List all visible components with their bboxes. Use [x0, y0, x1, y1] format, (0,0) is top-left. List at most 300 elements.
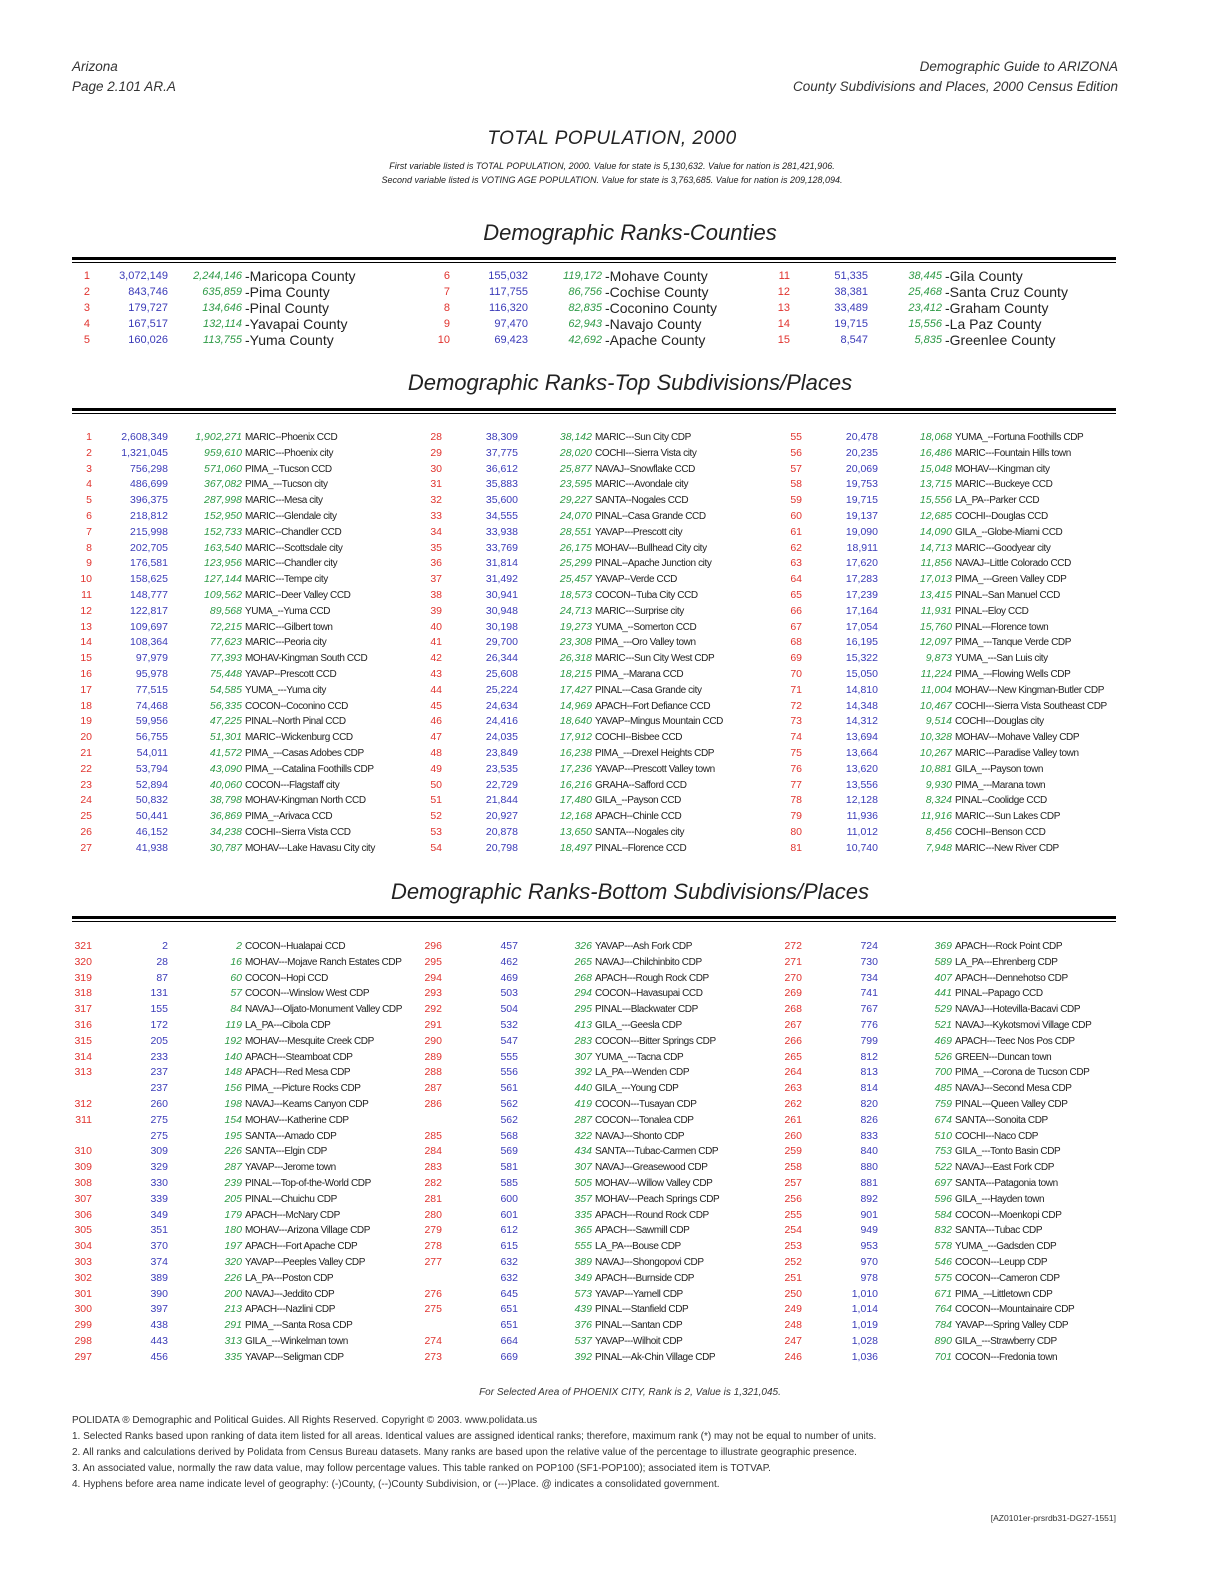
- area-name: YAVAP---Prescott Valley town: [595, 763, 715, 775]
- rank: 57: [790, 462, 802, 475]
- footer-note-3: 3. An associated value, normally the raw data value, may follow percentage values. This table ranked on POP100 (SF1-POP100); associated item is TOTVAP.: [72, 1463, 771, 1474]
- population-value: 33,489: [834, 302, 868, 314]
- county-row: [432, 284, 772, 300]
- area-name: COCON---Cameron CDP: [955, 1272, 1060, 1284]
- rank: 272: [784, 940, 802, 952]
- voting-age-value: 154: [224, 1113, 242, 1126]
- population-value: 756,298: [130, 462, 168, 475]
- rank: 317: [74, 1003, 92, 1016]
- voting-age-value: 25,468: [908, 286, 942, 298]
- area-name: SANTA---Patagonia town: [955, 1177, 1058, 1189]
- rank-row: [782, 651, 1122, 667]
- area-name: YUMA_---San Luis city: [955, 653, 1048, 665]
- area-name: MOHAV---Arizona Village CDP: [245, 1225, 370, 1237]
- rank: 15: [80, 652, 92, 665]
- rank: 247: [784, 1334, 802, 1347]
- rank-row: [72, 572, 422, 588]
- rank-row: [782, 1302, 1122, 1318]
- rank-row: [72, 620, 422, 636]
- voting-age-value: 25,877: [559, 462, 592, 475]
- rank: 298: [74, 1334, 92, 1347]
- area-name: -Apache County: [605, 332, 706, 348]
- population-value: 556: [500, 1066, 518, 1079]
- rank-row: [72, 1271, 422, 1287]
- rank-row: [72, 825, 422, 841]
- population-value: 97,470: [494, 318, 528, 330]
- population-value: 309: [150, 1145, 168, 1158]
- voting-age-value: 163,540: [204, 541, 242, 554]
- rank-row: [782, 1034, 1122, 1050]
- voting-age-value: 392: [574, 1066, 592, 1079]
- population-value: 13,694: [845, 731, 878, 744]
- area-name: GILA_--Globe-Miami CCD: [955, 526, 1063, 538]
- rank: 22: [80, 762, 92, 775]
- rank: 12: [80, 604, 92, 617]
- rank: 295: [424, 955, 442, 968]
- area-name: -Greenlee County: [945, 332, 1056, 348]
- rank: 25: [80, 810, 92, 823]
- voting-age-value: 2,244,146: [193, 270, 242, 282]
- rank: 1: [86, 431, 92, 443]
- area-name: COCON---Bitter Springs CDP: [595, 1035, 716, 1047]
- population-value: 532: [500, 1018, 518, 1031]
- voting-age-value: 36,869: [209, 810, 242, 823]
- area-name: APACH---Rock Point CDP: [955, 941, 1063, 952]
- voting-age-value: 226: [224, 1145, 242, 1158]
- population-value: 1,010: [851, 1287, 878, 1300]
- area-name: PINAL---Blackwater CDP: [595, 1004, 698, 1016]
- area-name: GILA_--Payson CCD: [595, 795, 682, 807]
- rank: 60: [790, 509, 802, 522]
- population-value: 664: [500, 1334, 518, 1347]
- rank: 35: [430, 541, 442, 554]
- rank-row: [782, 841, 1122, 857]
- rank-row: [422, 1129, 772, 1145]
- area-name: PINAL---Top-of-the-World CDP: [245, 1177, 371, 1189]
- voting-age-value: 72,215: [209, 620, 242, 633]
- rank: 267: [784, 1018, 802, 1031]
- population-value: 202,705: [130, 541, 168, 554]
- population-value: 632: [500, 1255, 518, 1268]
- voting-age-value: 1,902,271: [195, 431, 242, 443]
- population-value: 176,581: [130, 557, 168, 570]
- area-name: APACH---Red Mesa CDP: [245, 1067, 351, 1079]
- population-value: 26,344: [485, 652, 518, 665]
- area-name: APACH---Dennehotso CDP: [955, 972, 1068, 984]
- voting-age-value: 439: [574, 1303, 592, 1316]
- rank: 313: [74, 1066, 92, 1079]
- voting-age-value: 24,070: [559, 509, 592, 522]
- area-name: YUMA_--Yuma CCD: [245, 605, 331, 617]
- area-name: YAVAP---Wilhoit CDP: [595, 1335, 683, 1347]
- voting-age-value: 522: [934, 1161, 952, 1174]
- voting-age-value: 23,308: [559, 636, 592, 649]
- population-value: 20,478: [845, 431, 878, 443]
- population-value: 840: [860, 1145, 878, 1158]
- area-name: MOHAV-Kingman South CCD: [245, 653, 368, 665]
- county-row: [772, 300, 1112, 316]
- area-name: SANTA---Amado CDP: [245, 1130, 337, 1142]
- rank-row: [782, 462, 1122, 478]
- area-name: YAVAP---Yarnell CDP: [595, 1288, 683, 1300]
- area-name: YAVAP---Jerome town: [245, 1162, 336, 1174]
- voting-age-value: 148: [224, 1066, 242, 1079]
- voting-age-value: 578: [934, 1240, 952, 1253]
- rank: 20: [80, 731, 92, 744]
- population-value: 23,535: [485, 762, 518, 775]
- population-value: 370: [150, 1240, 168, 1253]
- rank: 293: [424, 987, 442, 1000]
- population-value: 949: [860, 1224, 878, 1237]
- voting-age-value: 127,144: [204, 573, 242, 586]
- area-name: SANTA---Elgin CDP: [245, 1146, 327, 1158]
- population-value: 632: [500, 1271, 518, 1284]
- area-name: APACH---McNary CDP: [245, 1209, 340, 1221]
- variable-note-1: First variable listed is TOTAL POPULATION, 2000. Value for state is 5,130,632. Value for nation is 281,421,906.: [389, 161, 835, 171]
- rank-row: [422, 588, 772, 604]
- area-name: LA_PA---Wenden CDP: [595, 1067, 690, 1079]
- area-name: YUMA_---Tacna CDP: [595, 1051, 684, 1063]
- rank-row: [422, 1255, 772, 1271]
- county-row: [72, 300, 412, 316]
- voting-age-value: 753: [934, 1145, 952, 1158]
- population-value: 486,699: [130, 478, 168, 491]
- voting-age-value: 10,467: [919, 699, 952, 712]
- rank: 13: [80, 620, 92, 633]
- population-value: 37,775: [485, 446, 518, 459]
- voting-age-value: 505: [574, 1176, 592, 1189]
- voting-age-value: 18,215: [559, 667, 592, 680]
- rank-row: [422, 809, 772, 825]
- rank-row: [72, 430, 422, 446]
- rank: 70: [790, 667, 802, 680]
- rank: 3: [83, 302, 90, 314]
- voting-age-value: 12,097: [919, 636, 952, 649]
- voting-age-value: 546: [934, 1255, 952, 1268]
- rank-row: [422, 1287, 772, 1303]
- rank: 301: [74, 1287, 92, 1300]
- rank-row: [422, 793, 772, 809]
- voting-age-value: 335: [224, 1350, 242, 1363]
- area-name: COCHI--Sierra Vista CCD: [245, 826, 351, 838]
- area-name: GILA_---Geesla CDP: [595, 1019, 682, 1031]
- voting-age-value: 11,224: [920, 667, 952, 680]
- area-name: MARIC---Sun Lakes CDP: [955, 811, 1060, 823]
- rank: 249: [784, 1303, 802, 1316]
- rank-row: [782, 541, 1122, 557]
- voting-age-value: 16,216: [559, 778, 592, 791]
- voting-age-value: 14,969: [559, 699, 592, 712]
- rank: 59: [790, 494, 802, 507]
- rank: 40: [430, 620, 442, 633]
- area-name: PIMA_--Marana CCD: [595, 668, 684, 680]
- area-name: NAVAJ---Kykotsmovi Village CDP: [955, 1019, 1092, 1031]
- population-value: 456: [150, 1350, 168, 1363]
- rank-row: [782, 572, 1122, 588]
- rank: 47: [430, 731, 442, 744]
- area-name: COCON---Tonalea CDP: [595, 1114, 694, 1126]
- voting-age-value: 213: [224, 1303, 242, 1316]
- voting-age-value: 152,950: [204, 509, 242, 522]
- area-name: PIMA_--Tucson CCD: [245, 463, 332, 475]
- rank-row: [782, 1239, 1122, 1255]
- voting-age-value: 152,733: [204, 525, 242, 538]
- rank-row: [422, 730, 772, 746]
- rank: 29: [430, 446, 442, 459]
- voting-age-value: 555: [574, 1240, 592, 1253]
- population-value: 741: [860, 987, 878, 1000]
- rank: 260: [784, 1129, 802, 1142]
- area-name: MOHAV---Kingman city: [955, 463, 1050, 475]
- area-name: NAVAJ---Shonto CDP: [595, 1130, 685, 1142]
- voting-age-value: 389: [574, 1255, 592, 1268]
- population-value: 329: [150, 1161, 168, 1174]
- area-name: PIMA_---Casas Adobes CDP: [245, 747, 364, 759]
- voting-age-value: 25,457: [559, 573, 592, 586]
- rank: 297: [74, 1350, 92, 1363]
- area-name: -Maricopa County: [245, 268, 356, 284]
- rank-row: [72, 809, 422, 825]
- area-name: GILA_---Strawberry CDP: [955, 1335, 1057, 1347]
- bottom-section-title: Demographic Ranks-Bottom Subdivisions/Places: [390, 879, 870, 904]
- area-name: COCON--Havasupai CCD: [595, 988, 703, 1000]
- population-value: 16,195: [845, 636, 878, 649]
- county-row: [432, 332, 772, 348]
- voting-age-value: 132,114: [203, 318, 242, 330]
- rank-row: [72, 1129, 422, 1145]
- population-value: 260: [150, 1097, 168, 1110]
- area-name: COCHI---Sierra Vista city: [595, 447, 697, 459]
- rank: 258: [784, 1161, 802, 1174]
- rank: 312: [74, 1097, 92, 1110]
- area-name: MOHAV---New Kingman-Butler CDP: [955, 684, 1104, 696]
- area-name: SANTA---Nogales city: [595, 826, 685, 838]
- population-value: 233: [150, 1050, 168, 1063]
- rank: 311: [75, 1113, 92, 1126]
- rank: 304: [74, 1240, 92, 1253]
- population-value: 581: [500, 1161, 518, 1174]
- population-value: 585: [500, 1176, 518, 1189]
- population-value: 25,608: [485, 667, 518, 680]
- voting-age-value: 30,787: [209, 841, 242, 854]
- rank: 50: [430, 778, 442, 791]
- rank: 318: [74, 987, 92, 1000]
- voting-age-value: 13,715: [919, 478, 952, 491]
- rank-row: [72, 1018, 422, 1034]
- voting-age-value: 10,267: [919, 746, 952, 759]
- rank-row: [782, 1018, 1122, 1034]
- rank: 268: [784, 1003, 802, 1016]
- rank: 262: [784, 1097, 802, 1110]
- voting-age-value: 28,020: [559, 446, 592, 459]
- area-name: MOHAV---Mohave Valley CDP: [955, 732, 1080, 744]
- population-value: 33,769: [485, 541, 518, 554]
- rank: 270: [784, 971, 802, 984]
- area-name: COCHI---Sierra Vista Southeast CDP: [955, 700, 1107, 712]
- rank: 30: [430, 462, 442, 475]
- rank: 279: [424, 1224, 442, 1237]
- rank: 64: [790, 573, 802, 586]
- rank: 308: [74, 1176, 92, 1189]
- variable-note-2: Second variable listed is VOTING AGE POPULATION. Value for state is 3,763,685. Value for nation is 209,128,094.: [381, 175, 843, 185]
- area-name: PIMA_---Drexel Heights CDP: [595, 747, 715, 759]
- rank-row: [782, 509, 1122, 525]
- area-name: PINAL---Chuichu CDP: [245, 1193, 337, 1205]
- area-name: GILA_---Hayden town: [955, 1193, 1045, 1205]
- rank-row: [422, 1350, 772, 1366]
- population-value: 880: [860, 1161, 878, 1174]
- area-name: -Navajo County: [605, 316, 702, 332]
- rank: 282: [424, 1176, 442, 1189]
- population-value: 19,753: [845, 478, 878, 491]
- population-value: 561: [500, 1082, 518, 1095]
- population-value: 50,441: [135, 810, 168, 823]
- rank-row: [72, 971, 422, 987]
- voting-age-value: 17,236: [559, 762, 592, 775]
- population-value: 22,729: [485, 778, 518, 791]
- rank-row: [782, 1065, 1122, 1081]
- rank: 284: [424, 1145, 442, 1158]
- population-value: 767: [860, 1003, 878, 1016]
- area-name: MARIC---Surprise city: [595, 605, 684, 617]
- rank: 66: [790, 604, 802, 617]
- voting-age-value: 335: [574, 1208, 592, 1221]
- rank-row: [782, 635, 1122, 651]
- counties-column: [432, 268, 772, 348]
- rank-row: [72, 762, 422, 778]
- area-name: YAVAP---Seligman CDP: [245, 1351, 344, 1363]
- rank: 16: [80, 667, 92, 680]
- area-name: COCON--Tuba City CCD: [595, 589, 698, 601]
- rank: 316: [74, 1018, 92, 1031]
- population-value: 14,312: [845, 715, 878, 728]
- rank: 68: [790, 636, 802, 649]
- rank-row: [72, 714, 422, 730]
- rank: 71: [790, 683, 802, 696]
- rank-row: [422, 430, 772, 446]
- rank-row: [782, 1129, 1122, 1145]
- population-value: 820: [860, 1097, 878, 1110]
- population-value: 612: [500, 1224, 518, 1237]
- area-name: GILA_---Payson town: [955, 763, 1043, 775]
- area-name: PIMA_---Picture Rocks CDP: [245, 1083, 361, 1095]
- rank-row: [72, 477, 422, 493]
- rank: 15: [777, 334, 790, 346]
- area-name: MARIC---Chandler city: [245, 558, 338, 570]
- area-name: COCON--Hopi CCD: [245, 972, 328, 984]
- rank: 320: [74, 955, 92, 968]
- area-name: PIMA_---Oro Valley town: [595, 637, 696, 649]
- rank: 48: [430, 746, 442, 759]
- voting-age-value: 959,610: [204, 446, 242, 459]
- area-name: COCHI---Douglas city: [955, 716, 1044, 728]
- rank-row: [782, 1287, 1122, 1303]
- rank: 269: [784, 987, 802, 1000]
- rank-row: [782, 1318, 1122, 1334]
- voting-age-value: 24,713: [559, 604, 592, 617]
- rank: 250: [784, 1287, 802, 1300]
- voting-age-value: 529: [934, 1003, 952, 1016]
- area-name: LA_PA---Bouse CDP: [595, 1241, 681, 1253]
- footer-note-4: 4. Hyphens before area name indicate level of geography: (-)County, (--)County Subdivision, or (---)Place. @ indicates a consolidated government.: [72, 1479, 720, 1490]
- rank-row: [782, 477, 1122, 493]
- area-name: GILA_---Tonto Basin CDP: [955, 1146, 1061, 1158]
- voting-age-value: 123,956: [204, 557, 242, 570]
- area-name: MARIC---Avondale city: [595, 479, 689, 491]
- population-value: 555: [500, 1050, 518, 1063]
- population-value: 17,054: [845, 620, 878, 633]
- rank: 10: [80, 573, 92, 586]
- rank: 10: [437, 334, 450, 346]
- voting-age-value: 119: [225, 1018, 242, 1031]
- rank-row: [782, 1160, 1122, 1176]
- population-value: 615: [500, 1240, 518, 1253]
- voting-age-value: 16,238: [559, 746, 592, 759]
- area-name: MOHAV---Katherine CDP: [245, 1114, 349, 1126]
- area-name: APACH--Fort Defiance CCD: [595, 700, 711, 712]
- bottom-ranks-column: [72, 939, 422, 1366]
- rank-row: [782, 1271, 1122, 1287]
- area-name: COCON--Hualapai CCD: [245, 941, 346, 952]
- rank-row: [422, 541, 772, 557]
- county-row: [772, 268, 1112, 284]
- area-name: COCON---Fredonia town: [955, 1351, 1058, 1363]
- population-value: 17,164: [845, 604, 878, 617]
- voting-age-value: 14,713: [919, 541, 952, 554]
- voting-age-value: 156: [224, 1082, 242, 1095]
- population-value: 108,364: [130, 636, 168, 649]
- area-name: YUMA_---Yuma city: [245, 684, 326, 696]
- rank: 309: [74, 1161, 92, 1174]
- population-value: 179,727: [128, 302, 168, 314]
- rank: 80: [790, 825, 802, 838]
- area-name: SANTA---Tubac CDP: [955, 1225, 1043, 1237]
- rank: 253: [784, 1240, 802, 1253]
- voting-age-value: 287,998: [204, 494, 242, 507]
- area-name: YUMA_--Somerton CCD: [595, 621, 697, 633]
- area-name: PINAL---Ak-Chin Village CDP: [595, 1351, 716, 1363]
- rank-row: [422, 667, 772, 683]
- population-value: 1,321,045: [121, 446, 168, 459]
- rank: 46: [430, 715, 442, 728]
- population-value: 18,911: [846, 541, 878, 554]
- population-value: 13,664: [845, 746, 878, 759]
- voting-age-value: 784: [934, 1319, 952, 1332]
- rank: 315: [74, 1034, 92, 1047]
- rank-row: [782, 620, 1122, 636]
- population-value: 74,468: [135, 699, 168, 712]
- area-name: LA_PA---Ehrenberg CDP: [955, 956, 1058, 968]
- rank: 263: [784, 1082, 802, 1095]
- rank: 274: [424, 1334, 442, 1347]
- rank: 78: [790, 794, 802, 807]
- voting-age-value: 17,912: [559, 731, 592, 744]
- population-value: 17,283: [845, 573, 878, 586]
- voting-age-value: 392: [574, 1350, 592, 1363]
- voting-age-value: 307: [574, 1161, 592, 1174]
- rank: 280: [424, 1208, 442, 1221]
- bottom-ranks-column: [782, 939, 1122, 1366]
- voting-age-value: 18,068: [919, 431, 952, 443]
- population-value: 160,026: [128, 334, 168, 346]
- rank-row: [782, 699, 1122, 715]
- rank-row: [422, 986, 772, 1002]
- rank-row: [782, 809, 1122, 825]
- population-value: 155: [150, 1003, 168, 1016]
- area-name: COCON---Tusayan CDP: [595, 1098, 697, 1110]
- population-value: 349: [150, 1208, 168, 1221]
- rank: 278: [424, 1240, 442, 1253]
